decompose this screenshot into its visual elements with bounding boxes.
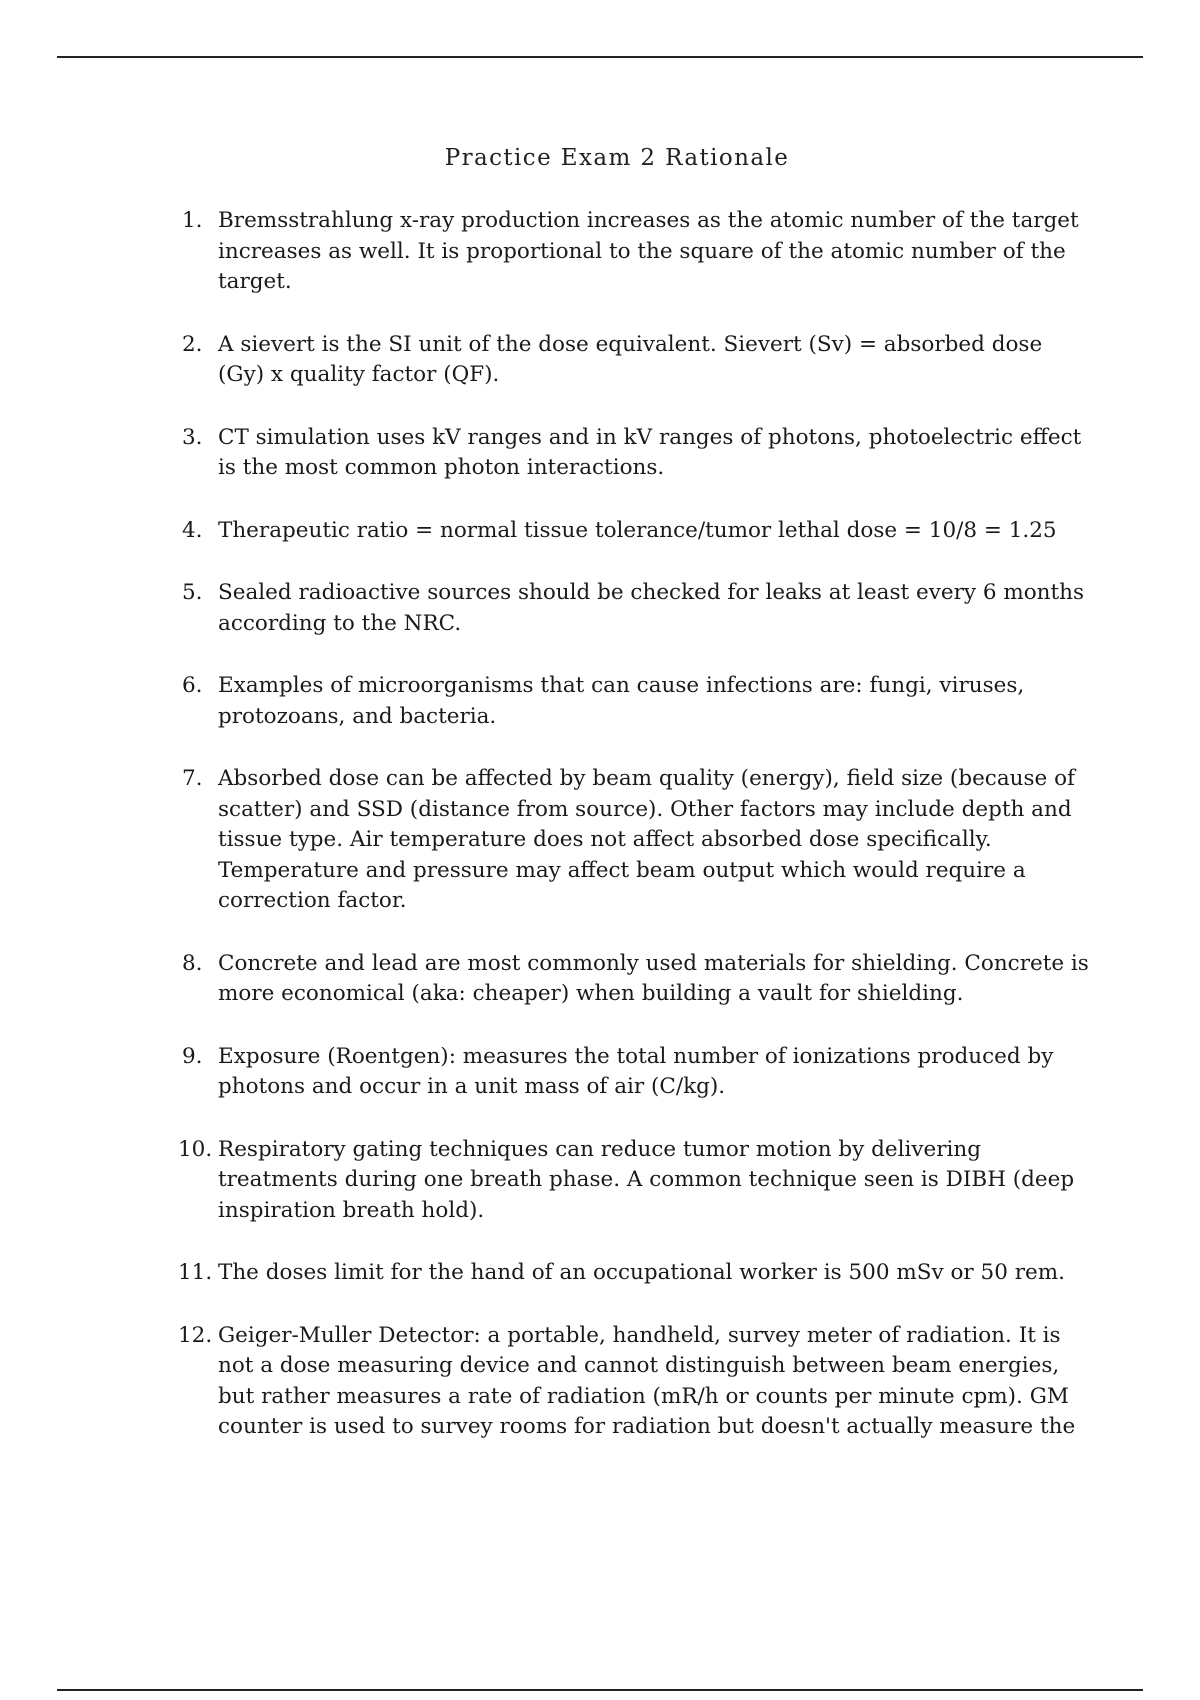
item-number: 12. xyxy=(178,1322,213,1348)
list-item xyxy=(180,516,1090,547)
item-text: The doses limit for the hand of an occupational worker is 500 mSv or 50 rem. xyxy=(218,1260,1065,1285)
top-divider xyxy=(57,56,1143,58)
list-item xyxy=(180,1042,1090,1103)
item-text: Bremsstrahlung x-ray production increases as the atomic number of the target increases as well. It is proportional to the square of the atomic number of the target. xyxy=(218,208,1079,294)
list-item xyxy=(180,671,1090,732)
item-number: 11. xyxy=(178,1260,213,1285)
list-item xyxy=(180,206,1090,298)
list-item xyxy=(180,1135,1090,1227)
item-number: 9. xyxy=(182,1043,203,1069)
list-item xyxy=(180,1321,1090,1443)
item-number: 3. xyxy=(182,424,203,450)
page-title: Practice Exam 2 Rationale xyxy=(444,145,790,171)
item-text: Therapeutic ratio = normal tissue tolerance/tumor lethal dose = 10/8 = 1.25 xyxy=(218,517,1057,543)
item-text: Absorbed dose can be affected by beam quality (energy), field size (because of scatter) and SSD (distance from source). Other factors may include depth and tissue type. Air temperature does not affect absorbed dose specifically. Temperature and pressure may affect beam output which would require a correction factor. xyxy=(218,766,1076,913)
list-item xyxy=(180,949,1090,1010)
item-text: Geiger-Muller Detector: a portable, handheld, survey meter of radiation. It is not a dose measuring device and cannot distinguish between beam energies, but rather measures a rate of radiation (mR/h or counts per minute cpm). GM counter is used to survey rooms for radiation but doesn't actually measure the xyxy=(218,1322,1076,1439)
item-text: CT simulation uses kV ranges and in kV ranges of photons, photoelectric effect is the most common photon interactions. xyxy=(218,424,1082,480)
item-text: Exposure (Roentgen): measures the total number of ionizations produced by photons and occur in a unit mass of air (C/kg). xyxy=(218,1043,1054,1099)
item-number: 10. xyxy=(178,1136,213,1162)
rationale-list xyxy=(180,206,1090,1475)
item-text: Sealed radioactive sources should be checked for leaks at least every 6 months according to the NRC. xyxy=(218,580,1085,636)
item-number: 6. xyxy=(182,673,203,698)
item-text: Concrete and lead are most commonly used materials for shielding. Concrete is more economical (aka: cheaper) when building a vault for shielding. xyxy=(218,950,1089,1006)
item-number: 8. xyxy=(182,950,203,976)
item-text: Respiratory gating techniques can reduce tumor motion by delivering treatments during one breath phase. A common technique seen is DIBH (deep inspiration breath hold). xyxy=(218,1136,1075,1223)
item-number: 2. xyxy=(182,331,203,357)
item-number: 7. xyxy=(182,766,203,791)
item-text: A sievert is the SI unit of the dose equivalent. Sievert (Sv) = absorbed dose (Gy) x quality factor (QF). xyxy=(218,331,1043,387)
item-number: 5. xyxy=(182,580,203,605)
list-item xyxy=(180,578,1090,639)
item-number: 4. xyxy=(182,517,203,543)
list-item xyxy=(180,764,1090,917)
list-item xyxy=(180,330,1090,391)
item-number: 1. xyxy=(182,208,203,233)
list-item xyxy=(180,1258,1090,1289)
list-item xyxy=(180,423,1090,484)
bottom-divider xyxy=(57,1689,1143,1691)
item-text: Examples of microorganisms that can cause infections are: fungi, viruses, protozoans, and bacteria. xyxy=(218,673,1025,729)
